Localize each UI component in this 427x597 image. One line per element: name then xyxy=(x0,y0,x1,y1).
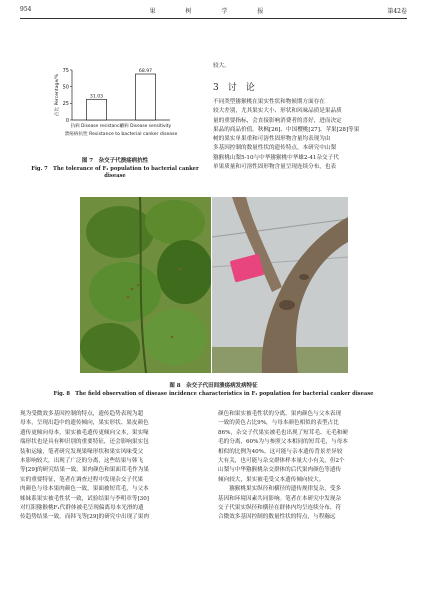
bar xyxy=(136,74,156,120)
x-tick-label: 抗病 Disease resistance xyxy=(70,124,123,129)
header-rule xyxy=(20,18,407,19)
page-number: 954 xyxy=(20,6,32,13)
discussion-text-line: 树的果实单果重和可溶性固形物含量均表现为由 xyxy=(213,136,331,143)
discussion-text-line: 单果质量和可溶性固形物含量呈现连续分布，也表 xyxy=(213,164,337,171)
left-body-text-line: 本影响较大，出现了广泛的分离，这些结果与韩飞 xyxy=(20,458,144,465)
left-body-text-line: 等[29]的研究结果一致。果肉颜色和果面茸毛作为果 xyxy=(20,467,149,474)
y-tick-label: 25 xyxy=(62,101,69,108)
bar xyxy=(87,99,107,120)
discussion-text-line: 猕猴桃山梨5-10与中华猕猴桃中华雄2-41杂交子代 xyxy=(213,154,339,161)
right-body-text-line: 倾向较大，果实被毛受父本遗传倾向较大。 xyxy=(218,476,325,483)
bar-chart-svg xyxy=(20,62,210,150)
journal-name: 果 树 学 报 xyxy=(149,8,278,15)
leaf-symptom-photo xyxy=(80,197,211,373)
discussion-paragraph xyxy=(213,98,409,172)
right-body-text-line: 一致的黄色占比9%，与母本颜色相似的表型占比 xyxy=(218,420,339,427)
left-body-text-line: 实的重要特征，笔者在调查过程中发现杂交子代果 xyxy=(20,476,144,483)
right-body-text-line: 86%，杂交子代果实被毛也出现了短茸毛、无毛和硬 xyxy=(218,429,348,436)
y-tick-label: 50 xyxy=(62,84,69,91)
right-body-text-line: 基因和环境因素共同影响。笔者在本研究中发现杂 xyxy=(218,495,342,502)
discussion-text-line: 量的重要指标，会直接影响消费者的喜好，进而决定 xyxy=(213,117,342,124)
right-body-text-line: 山梨与中华猕猴桃杂交群体的后代果肉颜色等遗传 xyxy=(218,467,342,474)
x-tick-label: 感病 Disease sensitivity xyxy=(119,124,172,129)
right-body-text-line: 相似的比例为40%。这可能与亲本遗传背景差异较 xyxy=(218,448,343,455)
bar-value-label: 31.03 xyxy=(89,94,104,100)
figure-8-caption-zh: 图 8 杂交子代田间溃疡病发病特征 xyxy=(169,383,258,389)
left-body-text-line: 对红阳猕猴桃F₁代群体被毛呈现偏离母本光滑的遗 xyxy=(20,505,144,512)
left-body-text-line: 肉颜色与母本果肉颜色一致，果面被短茸毛，与父本 xyxy=(20,486,149,493)
right-body-text-line: 交子代果实纵径和横径在群体内均呈连续分布，符 xyxy=(218,505,342,512)
right-body-text-line: 猕猴桃果实纵径和横径的遗传规律复杂，受多 xyxy=(218,486,342,493)
right-body-text-line: 大有关，也可能与杂交群体样本量大小有关，但2个 xyxy=(218,458,345,465)
volume-number: 第42卷 xyxy=(387,8,407,15)
left-body-text-line: 姊妹系果实被毛性状一致，试验结果与李明章等[30] xyxy=(20,495,149,502)
discussion-text-line: 果品的商品价值。秋枫[26]、中国樱桃[27]、苹果[28]等果 xyxy=(213,126,360,133)
bar-value-label: 68.97 xyxy=(138,69,153,75)
y-axis-label: 占比 Percentage/% xyxy=(55,73,60,117)
y-tick-label: 0 xyxy=(65,117,69,124)
stem-canker-photo xyxy=(212,197,348,373)
figure-7-caption-en xyxy=(20,166,210,181)
section-title: 3 讨 论 xyxy=(213,83,255,93)
discussion-text-line: 较大差别，尤其果实大小、形状和风味品质是果品质 xyxy=(213,108,342,115)
right-column-body xyxy=(218,410,409,523)
discussion-text-line: 不同类型猕猴桃在果实性状和物候期方面存在 xyxy=(213,99,325,105)
figure-7-caption-en-line1: Fig. 7 The tolerance of F₁ population to bacterial canker xyxy=(31,166,199,172)
left-body-text-line: 装和运输，笔者研究发现果喙形状和果实风味受父 xyxy=(20,448,144,455)
left-body-text-line: 现为受微效多基因控制的特点，遗传趋势表现为超 xyxy=(20,411,144,417)
y-tick-label: 75 xyxy=(62,67,69,74)
left-body-text-line: 遗传更倾向母本，果实被毛遗传更倾向父本，果实喙 xyxy=(20,429,149,436)
left-body-text-line: 母本，呈现出趋中的遗传倾向，果实形状、果皮颜色 xyxy=(20,420,149,427)
discussion-text-line: 多基因控制的数量性状的遗传特点。本研究中山梨 xyxy=(213,145,337,152)
right-body-text-line: 合微效多基因控制的数量性状的特点，与程瀚远 xyxy=(218,514,336,521)
left-body-text-line: 端形状也是具有种识别的重要特征，还会影响果实包 xyxy=(20,439,149,446)
left-body-text-line: 传趋势结果一致。而韩飞等[29]的研究中出现了果肉 xyxy=(20,514,149,521)
figure-8-caption-en: Fig. 8 The field observation of disease incidence characteristics in F₁ population for bacterial canker disease xyxy=(53,391,374,397)
running-header xyxy=(20,6,407,18)
right-body-text-line: 颜色和果实被毛性状的分离，果肉颜色与父本表现 xyxy=(218,411,342,417)
continued-text: 较大。 xyxy=(213,63,230,69)
figure-7-caption-zh: 图 7 杂交子代溃疡病抗性 xyxy=(81,158,149,164)
x-axis-label: 溃疡病抗性 Resistance to bacterial canker disease xyxy=(64,132,178,137)
figure-7-caption-en-line2: disease xyxy=(104,173,126,180)
left-column-body xyxy=(20,410,214,523)
right-body-text-line: 毛的分离，60%为与参照父本相同的短茸毛，与母本 xyxy=(218,439,348,446)
figure-7-chart xyxy=(20,62,210,150)
